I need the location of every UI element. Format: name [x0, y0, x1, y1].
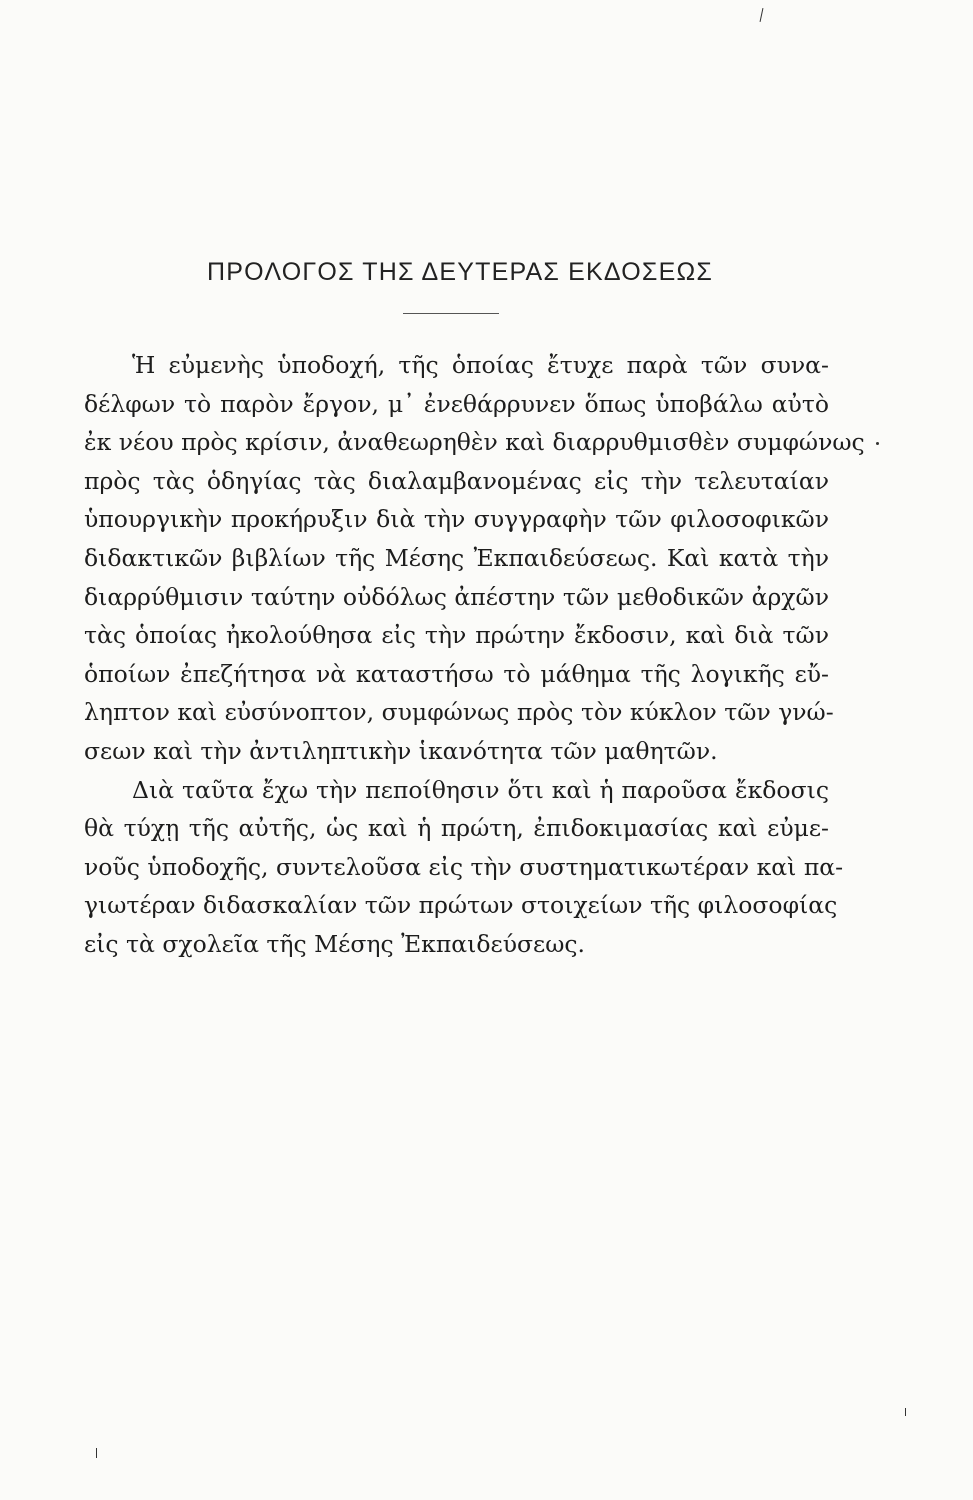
text-line: πρὸς τὰς ὁδηγίας τὰς διαλαμβανομένας εἰς τὴν τελευταίαν [84, 466, 829, 495]
text-line: ὑπουργικὴν προκήρυξιν διὰ τὴν συγγραφὴν τῶν φιλοσοφικῶν [84, 505, 829, 534]
margin-mark [905, 1408, 906, 1416]
text-line: εἰς τὰ σχολεῖα τῆς Μέσης Ἐκπαιδεύσεως. [84, 929, 585, 958]
text-line: διδακτικῶν βιβλίων τῆς Μέσης Ἐκπαιδεύσεως. Καὶ κατὰ τὴν [84, 543, 829, 572]
text-line: σεων καὶ τὴν ἀντιληπτικὴν ἱκανότητα τῶν μαθητῶν. [84, 736, 718, 765]
margin-mark [96, 1448, 97, 1458]
text-line: ληπτον καὶ εὐσύνοπτον, συμφώνως πρὸς τὸν κύκλον τῶν γνώ- [84, 698, 834, 727]
text-line: νοῦς ὑποδοχῆς, συντελοῦσα εἰς τὴν συστηματικωτέραν καὶ πα- [84, 852, 844, 881]
title-divider [403, 313, 499, 314]
margin-mark [760, 8, 764, 22]
text-line: δέλφων τὸ παρὸν ἔργον, μ᾽ ἐνεθάρρυνεν ὅπως ὑποβάλω αὐτὸ [84, 389, 829, 418]
text-line: Ἡ εὐμενὴς ὑποδοχή, τῆς ὁποίας ἔτυχε παρὰ τῶν συνα- [132, 351, 829, 379]
page-title: ΠΡΟΛΟΓΟΣ ΤΗΣ ΔΕΥΤΕΡΑΣ ΕΚΔΟΣΕΩΣ [207, 258, 713, 286]
paragraph-1 [84, 346, 865, 771]
paragraph-2 [84, 771, 844, 964]
text-line: ὁποίων ἐπεζήτησα νὰ καταστήσω τὸ μάθημα τῆς λογικῆς εὔ- [84, 659, 829, 688]
text-line: τὰς ὁποίας ἠκολούθησα εἰς τὴν πρώτην ἔκδοσιν, καὶ διὰ τῶν [84, 621, 829, 650]
text-line: Διὰ ταῦτα ἔχω τὴν πεποίθησιν ὅτι καὶ ἡ παροῦσα ἔκδοσις [132, 775, 829, 804]
text-line: γιωτέραν διδασκαλίαν τῶν πρώτων στοιχείων τῆς φιλοσοφίας [84, 891, 838, 920]
margin-dot [876, 442, 879, 445]
text-line: ἐκ νέου πρὸς κρίσιν, ἀναθεωρηθὲν καὶ διαρρυθμισθὲν συμφώνως [84, 428, 865, 457]
text-line: διαρρύθμισιν ταύτην οὐδόλως ἀπέστην τῶν μεθοδικῶν ἀρχῶν [84, 582, 829, 611]
preface-body [84, 346, 865, 964]
text-line: θὰ τύχῃ τῆς αὐτῆς, ὡς καὶ ἡ πρώτη, ἐπιδοκιμασίας καὶ εὐμε- [84, 814, 829, 843]
